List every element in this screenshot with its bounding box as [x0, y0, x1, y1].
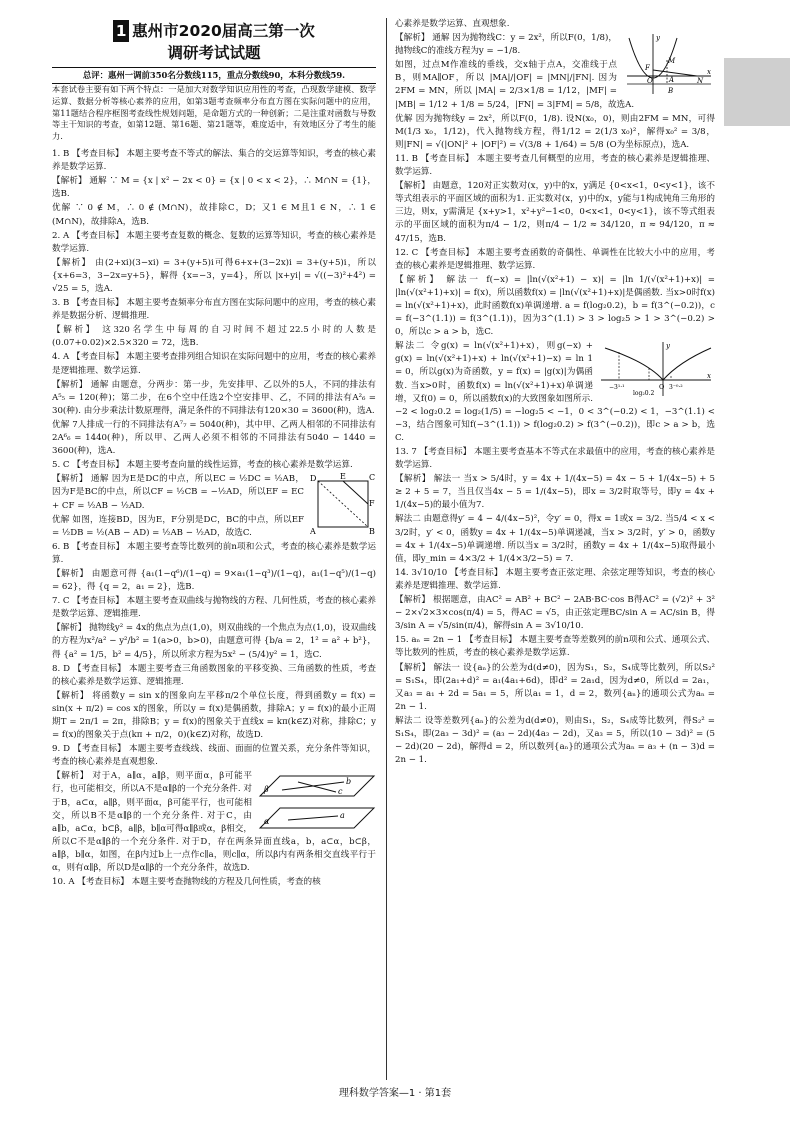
q5-answer: 5. C 【考查目标】 本题主要考查向量的线性运算，考查的核心素养是数学运算. [52, 460, 353, 471]
q12-solution: 【解析】 解法一 f(−x) = |ln(√(x²+1) − x)| = |ln 1/(√(x²+1)+x)| = |ln(√(x²+1)+x)| = f(x)，所以函数f(x) = |ln(√(x²+1)+x)|是偶函数. 当x>0时f(x) = ln(√(x²+1)+x)，此时函数f(x)单调递增. a = f(log₂0.2)，b = f(3^(−0.2))，c = f(−3^(1.1)) = f(3^(1.1))，因为3^(1.1) > 3 > log₂5 > 1 > 3^(−0.2) > 0，所以c > a > b，选C. [395, 274, 715, 338]
line-label-b: b [346, 777, 352, 787]
q4-answer: 4. A 【考查目标】 本题主要考查排列组合知识在实际问题中的应用，考查的核心素养是逻辑推理、数学运算. [52, 352, 376, 376]
plane-label-alpha: α [264, 817, 270, 827]
line-label-c: c [338, 787, 343, 797]
square-label-B: B [369, 527, 375, 536]
q12-alt-solution: 解法二 令g(x) = ln(√(x²+1)+x)，则g(−x) + g(x) = ln(√(x²+1)+x) + ln(√(x²+1)−x) = ln 1 = 0，所以g(x)为奇函数，y = f(x) = |g(x)|为偶函数. 当x>0时，函数f(x) = ln(√(x²+1)+x)单调递增，又f(0) = 0，所以函数f(x)的大致图象如图所示. −2 < log₂0.2 = log₂(1/5) = −log₂5 < −1，0 < 3^(−0.2) < 1，−3^(1.1) < −3，结合图象可知f(−3^(1.1)) > f(log₂0.2) > f(3^(−0.2))，即c > a > b，选C. [395, 341, 715, 443]
q14-answer: 14. 3√10/10 【考查目标】 本题主要考查正弦定理、余弦定理等知识，考查的核心素养是逻辑推理、数学运算. [395, 567, 715, 591]
q9-answer: 9. D 【考查目标】 本题主要考查线线、线面、面面的位置关系，充分条件等知识，考查的核心素养是直观想象. [52, 744, 376, 768]
q15-alt-solution: 解法二 设等差数列{aₙ}的公差为d(d≠0)，则由S₁，S₂，S₄成等比数列，得S₂² = S₁S₄，即(2a₃ − 3d)² = (a₃ − 2d)(4a₃ − 2d)，又a₃ = 5，所以(10 − 3d)² = (5 − 2d)(20 − 2d)，解得d = 2，所以数列{aₙ}的通项公式为aₙ = a₃ + (n − 3)d = 2n − 1. [395, 715, 715, 766]
planes-figure [258, 772, 376, 832]
q13-solution: 【解析】 解法一 当x > 5/4时，y = 4x + 1/(4x−5) = 4x − 5 + 1/(4x−5) + 5 ≥ 2 + 5 = 7，当且仅当4x − 5 = 1/(4x−5)，即x = 3/2时取等号，即y = 4x + 1/(4x−5)的最小值为7. [395, 474, 715, 511]
curve-axis-x: x [707, 372, 711, 381]
q11-solution: 【解析】 由题意，120对正实数对(x，y)中的x，y满足 {0<x<1，0<y<1}，该不等式组表示的平面区域的面积为1. 正实数对(x，y)中的x，y能与1构成钝角三角形的三边，则x，y需满足 {x+y>1，x²+y²−1<0，0<x<1，0<y<1}，该不等式组表示的平面区域的面积为π/4 − 1/2，则π/4 − 1/2 ≈ 34/120，π ≈ 94/120，π ≈ 47/15，选B. [395, 181, 715, 244]
point-label-O: O [647, 77, 653, 86]
page-footer: 理科数学答案—1 · 第1套 [338, 1088, 452, 1099]
square-figure [310, 473, 376, 535]
square-label-E: E [340, 473, 346, 482]
point-label-M: M [668, 57, 676, 66]
q15-answer: 15. aₙ = 2n − 1 【考查目标】 本题主要考查等差数列的前n项和公式、通项公式、等比数列的性质，考查的核心素养是数学运算. [395, 635, 715, 659]
q11-answer: 11. B 【考查目标】 本题主要考查几何概型的应用，考查的核心素养是逻辑推理、数学运算. [395, 153, 715, 178]
q10-goal-cont: 心素养是数学运算、直观想象. [395, 19, 510, 29]
axis-label-x: x [707, 68, 711, 77]
plane-label-beta: β [264, 785, 269, 795]
q10-solution: 【解析】 通解 因为抛物线C：y = 2x²，所以F(0，1/8)，抛物线C的准线方程为y = −1/8. [395, 33, 617, 57]
q1-answer: 1. B 【考查目标】 本题主要考查不等式的解法、集合的交运算等知识，考查的核心素养是数学运算. [52, 149, 376, 173]
q12-answer: 12. C 【考查目标】 本题主要考查函数的奇偶性、单调性在比较大小中的应用，考查的核心素养是逻辑推理、数学运算. [395, 247, 715, 271]
paper-subtitle: 调研考试试题 [167, 44, 261, 62]
paper-number: 1 [113, 20, 129, 42]
square-label-A: A [310, 527, 316, 536]
q8-answer: 8. D 【考查目标】 本题主要考查三角函数图象的平移变换、三角函数的性质，考查的核心素养是数学运算、逻辑推理. [52, 663, 376, 687]
square-label-F: F [369, 499, 375, 509]
axis-label-y: y [656, 34, 660, 43]
q4-solution: 【解析】 通解 由题意，分两步：第一步，先安排甲、乙以外的5人，不同的排法有A⁵₅ = 120(种)；第二步，在6个空中任选2个空安排甲、乙，不同的排法有A²₆ = 30(种). 由分步乘法计数原理得，满足条件的不同排法有120×30 = 3600(种)，选A. [52, 379, 376, 416]
q3-solution: 【解析】 这320名学生中每周的自习时间不超过22.5小时的人数是(0.07+0.02)×2.5×320 = 72，选B. [52, 325, 376, 349]
column-divider [386, 18, 387, 1080]
q5-solution: 【解析】 通解 因为E是DC的中点，所以EC = ½DC = ½AB，因为F是BC的中点，所以CF = ½CB = −½AD，所以EF = EC + CF = ½AB − ½AD. [52, 474, 304, 511]
q9-solution: 【解析】 对于A，a∥α，a∥β，则平面α，β可能平行，也可能相交，所以A不是α∥β的一个充分条件. 对于B，a⊂α，a∥β，则平面α，β可能平行，也可能相交，所以B不是α∥β的一个充分条件. 对于C，由a∥b，a⊂α，b⊂β，a∥β，b∥α可得α∥β或α，β相交，所以C不是α∥β的一个充分条件. 对于D，存在两条异面直线a，b，a⊂α，b⊂β，a∥β，b∥α，如图，在β内过b上一点作c∥a，则c∥α，所以β内有两条相交直线平行于α，则有α∥β，所以D是α∥β的一个充分条件，故选D. [52, 771, 376, 874]
point-label-B: B [668, 87, 674, 96]
q10-alt-solution: 优解 因为抛物线y = 2x²，所以F(0，1/8). 设N(x₀，0)，则由2FM = MN，可得M(1/3 x₀，1/12)，代入抛物线方程，得1/12 = 2(1/3 x₀)²，解得x₀² = 3/8，则|FN| = √(|ON|² + |OF|²) = √(3/8 + 1/64) = 5/8 (O为坐标原点)，选A. [395, 113, 715, 150]
q14-solution: 【解析】 根据题意，由AC² = AB² + BC² − 2AB·BC·cos B得AC² = (√2)² + 3² − 2×√2×3×cos(π/4) = 5，得AC = √5，由正弦定理BC/sin A = AC/sin B，得3/sin A = √5/sin(π/4)，解得sin A = 3√10/10. [395, 595, 715, 632]
point-label-A: A [669, 76, 675, 85]
curve-axis-y: y [666, 342, 670, 351]
q6-answer: 6. B 【考查目标】 本题主要考查等比数列的前n项和公式，考查的核心素养是数学运算. [52, 541, 376, 565]
parabola-figure [623, 32, 715, 96]
curve-tick-1: −3¹·¹ [609, 384, 625, 392]
q6-solution: 【解析】 由题意可得 {a₁(1−q⁶)/(1−q) = 9×a₁(1−q³)/(1−q)，a₁(1−q⁵)/(1−q) = 62}，得 {q = 2，a₁ = 2}，选B. [52, 568, 376, 593]
q2-solution: 【解析】 由(2+xi)(3−xi) = 3+(y+5)i可得6+x+(3−2x)i = 3+(y+5)i，所以 {x+6=3，3−2x=y+5}，解得 {x=−3，y=4}，所以 |x+yi| = √((−3)²+4²) = √25 = 5，选A. [52, 257, 376, 295]
q3-answer: 3. B 【考查目标】 本题主要考查频率分布直方图在实际问题中的应用，考查的核心素养是数据分析、逻辑推理. [52, 298, 376, 322]
curve-tick-3: 3⁻⁰·² [669, 384, 683, 392]
q1-alt-solution: 优解 ∵ 0 ∉ M，∴ 0 ∉ (M∩N)，故排除C，D；又1 ∈ M且1 ∈ N，∴ 1 ∈ (M∩N)，故排除A，选B. [52, 203, 376, 227]
q5-alt-solution: 优解 如图，连接BD，因为E，F分别是DC，BC的中点，所以EF = ½DB = ½(AB − AD) = ½AB − ½AD，故选C. [52, 514, 304, 538]
q15-solution: 【解析】 解法一 设{aₙ}的公差为d(d≠0)，因为S₁，S₂，S₄成等比数列，所以S₂² = S₁S₄，即(2a₁+d)² = a₁(4a₁+6d)，即d² = 2a₁d，因为d≠0，所以d = 2a₁，又a₃ = a₁ + 2d = 5a₁ = 5，所以a₁ = 1，d = 2，数列{aₙ}的通项公式为aₙ = 2n − 1. [395, 662, 715, 712]
q4-alt-solution: 优解 7人排成一行的不同排法有A⁷₇ = 5040(种)，其中甲、乙两人相邻的不同排法有2A⁶₆ = 1440(种)，所以甲、乙两人必须不相邻的不同排法有5040 − 1440 = 3600(种)，选A. [52, 419, 376, 457]
curve-tick-2: log₂0.2 [633, 390, 655, 398]
q13-answer: 13. 7 【考查目标】 本题主要考查基本不等式在求最值中的应用，考查的核心素养是数学运算. [395, 447, 715, 471]
left-column [52, 18, 376, 890]
curve-origin: O [659, 383, 665, 392]
q7-answer: 7. C 【考查目标】 本题主要考查双曲线与抛物线的方程、几何性质，考查的核心素养是数学运算、逻辑推理. [52, 596, 376, 620]
right-column [395, 18, 715, 768]
intro-paragraph: 本套试卷主要有如下两个特点：一是加大对数学知识应用性的考查，凸现数学建模、数学运算、数据分析等核心素养的应用，如第3题考查频率分布直方图在实际问题中的应用，第11题结合程序框图考查线性规划问题，是命题方式的一种创新；二是注重对函数与导数等主干知识的考查，如第12题、第16题、第21题等，难度适中，有效地区分了考生的能力. [52, 84, 376, 142]
ln-curve-figure [599, 340, 715, 398]
paper-title: 1 惠州市2020届高三第一次 [52, 20, 376, 42]
score-stats: 总评：惠州一调前350名分数线115，重点分数线90，本科分数线59. [52, 67, 376, 84]
q8-solution: 【解析】 将函数y = sin x的图象向左平移π/2个单位长度，得到函数y = f(x) = sin(x + π/2) = cos x的图象，所以y = f(x)是偶函数，排除A；y = f(x)的最小正周期T = 2π/1 = 2π，排除B；y = f(x)的图象关于直线x = kπ(k∈Z)对称，排除C；y = f(x)的图象关于点(kπ + π/2，0)(k∈Z)对称，故选D. [52, 690, 376, 741]
q10-solution-cont: 如图，过点M作准线的垂线，交x轴于点A，交准线于点B，则MA∥OF，所以 |MA|/|OF| = |MN|/|FN|. 因为2FM = MN，所以 |MA| = 2/3×1/8 = 1/12，|MF| = |MB| = 1/12 + 1/8 = 5/24，|FN| = 3|FM| = 5/8，故选A. [395, 60, 635, 110]
q10-answer: 10. A 【考查目标】 本题主要考查抛物线的方程及几何性质，考查的核 [52, 877, 321, 888]
q7-solution: 【解析】 抛物线y² = 4x的焦点为点(1,0)，则双曲线的一个焦点为点(1,0)，设双曲线的方程为x²/a² − y²/b² = 1(a>0，b>0)，由题意可得 {b/a = 2，1² = a² + b²}，得 {a² = 1/5，b² = 4/5}，所以所求方程为5x² − (5/4)y² = 1，选C. [52, 623, 376, 660]
point-label-N: N [697, 77, 704, 86]
line-label-a: a [340, 811, 345, 821]
square-label-D: D [310, 474, 317, 484]
point-label-F: F [645, 64, 650, 73]
q2-answer: 2. A 【考查目标】 本题主要考查复数的概念、复数的运算等知识，考查的核心素养是数学运算. [52, 230, 376, 254]
q1-solution: 【解析】 通解 ∵ M = {x | x² − 2x < 0} = {x | 0 < x < 2}，∴ M∩N = {1}，选B. [52, 176, 376, 200]
q13-alt-solution: 解法二 由题意得y′ = 4 − 4/(4x−5)²，令y′ = 0，得x = 1或x = 3/2. 当5/4 < x < 3/2时，y′ < 0，函数y = 4x + 1/(4x−5)单调递减，当x > 3/2时，y′ > 0，函数y = 4x + 1/(4x−5)单调递增. 所以当x = 3/2时，函数y = 4x + 1/(4x−5)取得最小值，即y_min = 4×3/2 + 1/(4×3/2−5) = 7. [395, 514, 715, 564]
page-edge-tab [724, 58, 790, 126]
square-label-C: C [369, 473, 376, 483]
